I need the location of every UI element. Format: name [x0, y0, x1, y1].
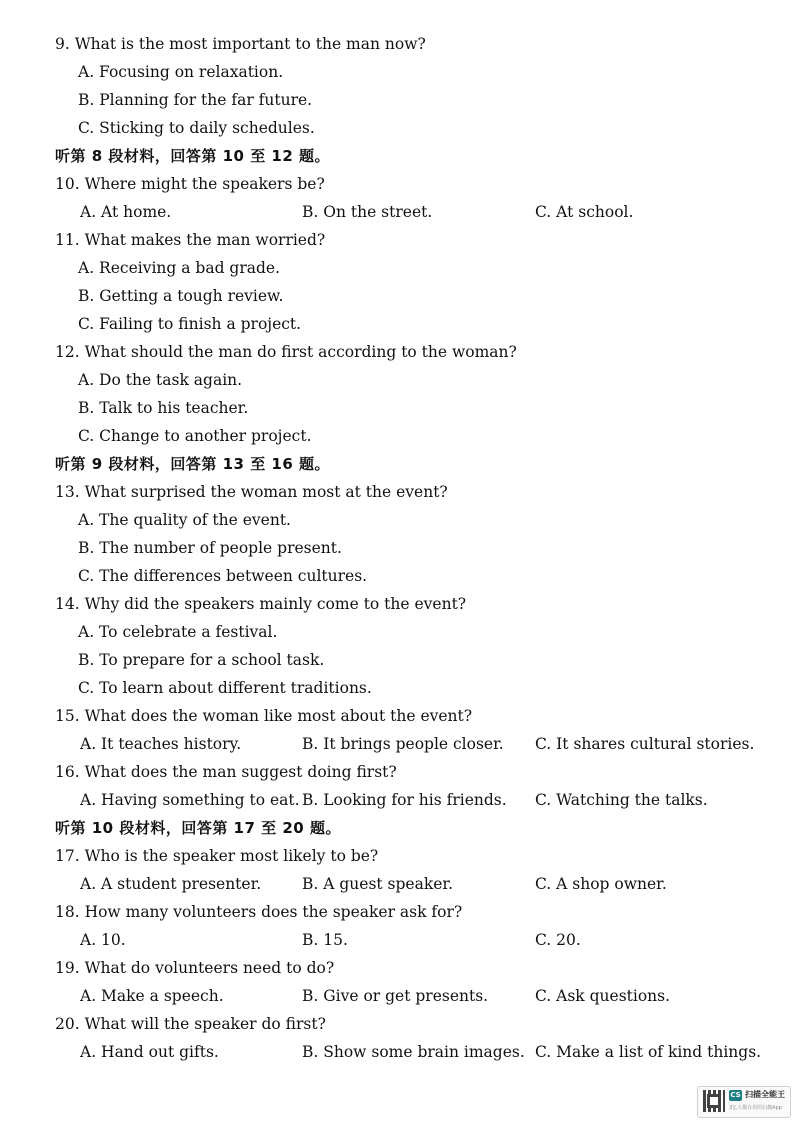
- question-stem: 16. What does the man suggest doing first?: [55, 763, 397, 781]
- options-row: [0, 730, 800, 758]
- option-a: A. It teaches history.: [80, 735, 242, 753]
- answer-option: B. The number of people present.: [78, 539, 342, 557]
- option-b: B. On the street.: [302, 203, 433, 221]
- answer-option: B. Planning for the far future.: [78, 91, 313, 109]
- option-a: A. Make a speech.: [80, 987, 224, 1005]
- option-c: C. At school.: [535, 203, 634, 221]
- question-stem: 10. Where might the speakers be?: [55, 175, 325, 193]
- options-row: [0, 786, 800, 814]
- watermark-title: 扫描全能王: [745, 1090, 785, 1099]
- section-instruction: 听第 9 段材料，回答第 13 至 16 题。: [55, 455, 331, 473]
- answer-option: A. Receiving a bad grade.: [78, 259, 281, 277]
- option-a: A. 10.: [80, 931, 126, 949]
- options-row: [0, 870, 800, 898]
- question-stem: 17. Who is the speaker most likely to be?: [55, 847, 379, 865]
- option-c: C. A shop owner.: [535, 875, 667, 893]
- options-row: [0, 1038, 800, 1066]
- question-stem: 15. What does the woman like most about the event?: [55, 707, 473, 725]
- answer-option: A. To celebrate a festival.: [78, 623, 278, 641]
- options-row: [0, 982, 800, 1010]
- answer-option: B. Getting a tough review.: [78, 287, 284, 305]
- option-c: C. It shares cultural stories.: [535, 735, 755, 753]
- scanner-watermark: [697, 1086, 791, 1118]
- answer-option: C. Change to another project.: [78, 427, 312, 445]
- question-stem: 18. How many volunteers does the speaker ask for?: [55, 903, 463, 921]
- camscanner-logo-icon: CS: [730, 1091, 741, 1099]
- option-a: A. Having something to eat.: [80, 791, 300, 809]
- answer-option: B. Talk to his teacher.: [78, 399, 249, 417]
- option-b: B. Looking for his friends.: [302, 791, 507, 809]
- section-instruction: 听第 10 段材料，回答第 17 至 20 题。: [55, 819, 341, 837]
- section-instruction: 听第 8 段材料，回答第 10 至 12 题。: [55, 147, 331, 165]
- watermark-subtitle: 3亿人都在用的扫描App: [729, 1105, 782, 1111]
- answer-option: C. Failing to finish a project.: [78, 315, 302, 333]
- option-b: B. Show some brain images.: [302, 1043, 525, 1061]
- option-b: B. A guest speaker.: [302, 875, 454, 893]
- options-row: [0, 926, 800, 954]
- option-a: A. Hand out gifts.: [80, 1043, 219, 1061]
- option-c: C. Make a list of kind things.: [535, 1043, 762, 1061]
- question-stem: 11. What makes the man worried?: [55, 231, 326, 249]
- option-b: B. 15.: [302, 931, 348, 949]
- question-stem: 13. What surprised the woman most at the event?: [55, 483, 448, 501]
- option-b: B. It brings people closer.: [302, 735, 504, 753]
- qr-code-icon: [703, 1090, 725, 1112]
- answer-option: C. To learn about different traditions.: [78, 679, 372, 697]
- answer-option: B. To prepare for a school task.: [78, 651, 325, 669]
- question-stem: 9. What is the most important to the man now?: [55, 35, 426, 53]
- option-a: A. At home.: [80, 203, 172, 221]
- option-b: B. Give or get presents.: [302, 987, 489, 1005]
- options-row: [0, 198, 800, 226]
- question-stem: 14. Why did the speakers mainly come to the event?: [55, 595, 467, 613]
- answer-option: A. Focusing on relaxation.: [78, 63, 284, 81]
- answer-option: A. Do the task again.: [78, 371, 243, 389]
- question-stem: 20. What will the speaker do first?: [55, 1015, 326, 1033]
- answer-option: C. Sticking to daily schedules.: [78, 119, 315, 137]
- option-c: C. Watching the talks.: [535, 791, 708, 809]
- answer-option: A. The quality of the event.: [78, 511, 291, 529]
- question-stem: 12. What should the man do first according to the woman?: [55, 343, 517, 361]
- option-a: A. A student presenter.: [80, 875, 262, 893]
- question-stem: 19. What do volunteers need to do?: [55, 959, 335, 977]
- answer-option: C. The differences between cultures.: [78, 567, 368, 585]
- option-c: C. 20.: [535, 931, 581, 949]
- option-c: C. Ask questions.: [535, 987, 671, 1005]
